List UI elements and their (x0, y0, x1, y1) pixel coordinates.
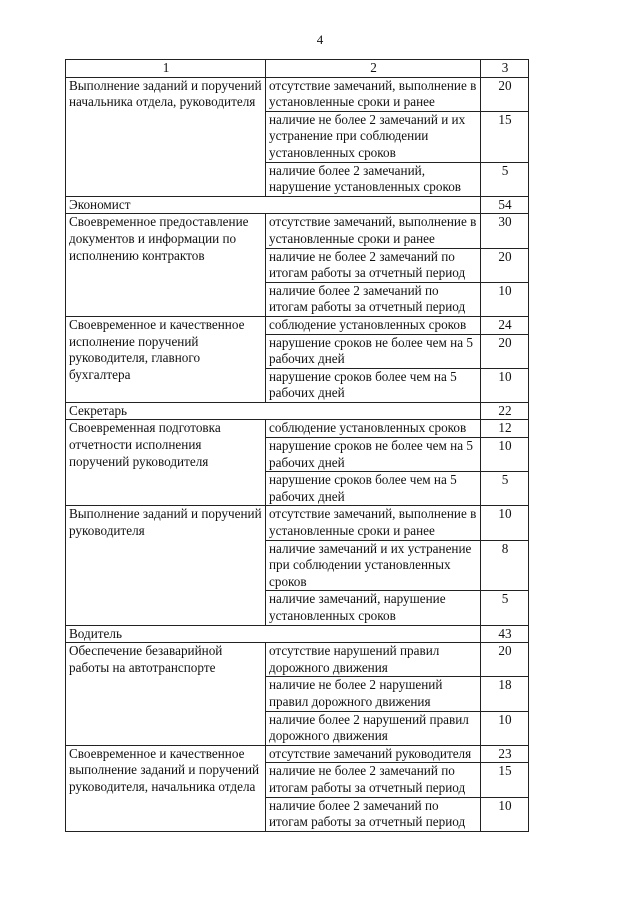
section-total: 43 (481, 625, 529, 643)
score-cell: 18 (481, 677, 529, 711)
score-cell: 5 (481, 472, 529, 506)
criterion-cell: Выполнение заданий и поручений начальника отдела, руководителя (66, 77, 266, 196)
condition-cell: нарушение сроков не более чем на 5 рабочих дней (266, 334, 481, 368)
criterion-cell: Своевременное предоставление документов и информации по исполнению контрактов (66, 214, 266, 317)
condition-cell: наличие не более 2 замечаний по итогам работы за отчетный период (266, 763, 481, 797)
score-cell: 20 (481, 248, 529, 282)
condition-cell: отсутствие замечаний руководителя (266, 745, 481, 763)
condition-cell: наличие не более 2 замечаний по итогам работы за отчетный период (266, 248, 481, 282)
table-row (66, 643, 529, 677)
condition-cell: наличие не более 2 нарушений правил дорожного движения (266, 677, 481, 711)
condition-cell: наличие не более 2 замечаний и их устранение при соблюдении установленных сроков (266, 111, 481, 162)
condition-cell: наличие более 2 замечаний по итогам работы за отчетный период (266, 797, 481, 831)
column-header: 3 (481, 60, 529, 78)
score-cell: 8 (481, 540, 529, 591)
score-cell: 23 (481, 745, 529, 763)
table-row (66, 506, 529, 540)
table-header-row (66, 60, 529, 78)
criterion-cell: Выполнение заданий и поручений руководителя (66, 506, 266, 625)
score-cell: 5 (481, 591, 529, 625)
score-cell: 20 (481, 334, 529, 368)
score-cell: 24 (481, 316, 529, 334)
score-cell: 10 (481, 711, 529, 745)
table-row (66, 214, 529, 248)
condition-cell: нарушение сроков не более чем на 5 рабочих дней (266, 438, 481, 472)
table-row (66, 316, 529, 334)
section-title: Водитель (66, 625, 481, 643)
criteria-table (65, 59, 529, 832)
table-row (66, 420, 529, 438)
section-row (66, 402, 529, 420)
score-cell: 10 (481, 282, 529, 316)
page-number: 4 (316, 32, 324, 47)
table-row (66, 745, 529, 763)
score-cell: 15 (481, 763, 529, 797)
condition-cell: соблюдение установленных сроков (266, 420, 481, 438)
score-cell: 15 (481, 111, 529, 162)
condition-cell: наличие более 2 замечаний, нарушение установленных сроков (266, 162, 481, 196)
condition-cell: наличие более 2 замечаний по итогам работы за отчетный период (266, 282, 481, 316)
criterion-cell: Своевременное и качественное выполнение заданий и поручений руководителя, начальника отдела (66, 745, 266, 831)
section-title: Экономист (66, 196, 481, 214)
score-cell: 5 (481, 162, 529, 196)
score-cell: 10 (481, 438, 529, 472)
score-cell: 10 (481, 506, 529, 540)
score-cell: 30 (481, 214, 529, 248)
score-cell: 10 (481, 797, 529, 831)
condition-cell: наличие замечаний, нарушение установленных сроков (266, 591, 481, 625)
score-cell: 10 (481, 368, 529, 402)
condition-cell: нарушение сроков более чем на 5 рабочих дней (266, 472, 481, 506)
score-cell: 12 (481, 420, 529, 438)
condition-cell: отсутствие нарушений правил дорожного движения (266, 643, 481, 677)
section-total: 54 (481, 196, 529, 214)
criterion-cell: Обеспечение безаварийной работы на автотранспорте (66, 643, 266, 746)
section-title: Секретарь (66, 402, 481, 420)
condition-cell: нарушение сроков более чем на 5 рабочих дней (266, 368, 481, 402)
section-total: 22 (481, 402, 529, 420)
condition-cell: отсутствие замечаний, выполнение в установленные сроки и ранее (266, 214, 481, 248)
condition-cell: наличие более 2 нарушений правил дорожного движения (266, 711, 481, 745)
section-row (66, 196, 529, 214)
score-cell: 20 (481, 77, 529, 111)
table-row (66, 77, 529, 111)
criterion-cell: Своевременная подготовка отчетности исполнения поручений руководителя (66, 420, 266, 506)
condition-cell: соблюдение установленных сроков (266, 316, 481, 334)
condition-cell: наличие замечаний и их устранение при соблюдении установленных сроков (266, 540, 481, 591)
criterion-cell: Своевременное и качественное исполнение поручений руководителя, главного бухгалтера (66, 316, 266, 402)
section-row (66, 625, 529, 643)
condition-cell: отсутствие замечаний, выполнение в установленные сроки и ранее (266, 506, 481, 540)
column-header: 2 (266, 60, 481, 78)
column-header: 1 (66, 60, 266, 78)
score-cell: 20 (481, 643, 529, 677)
condition-cell: отсутствие замечаний, выполнение в установленные сроки и ранее (266, 77, 481, 111)
